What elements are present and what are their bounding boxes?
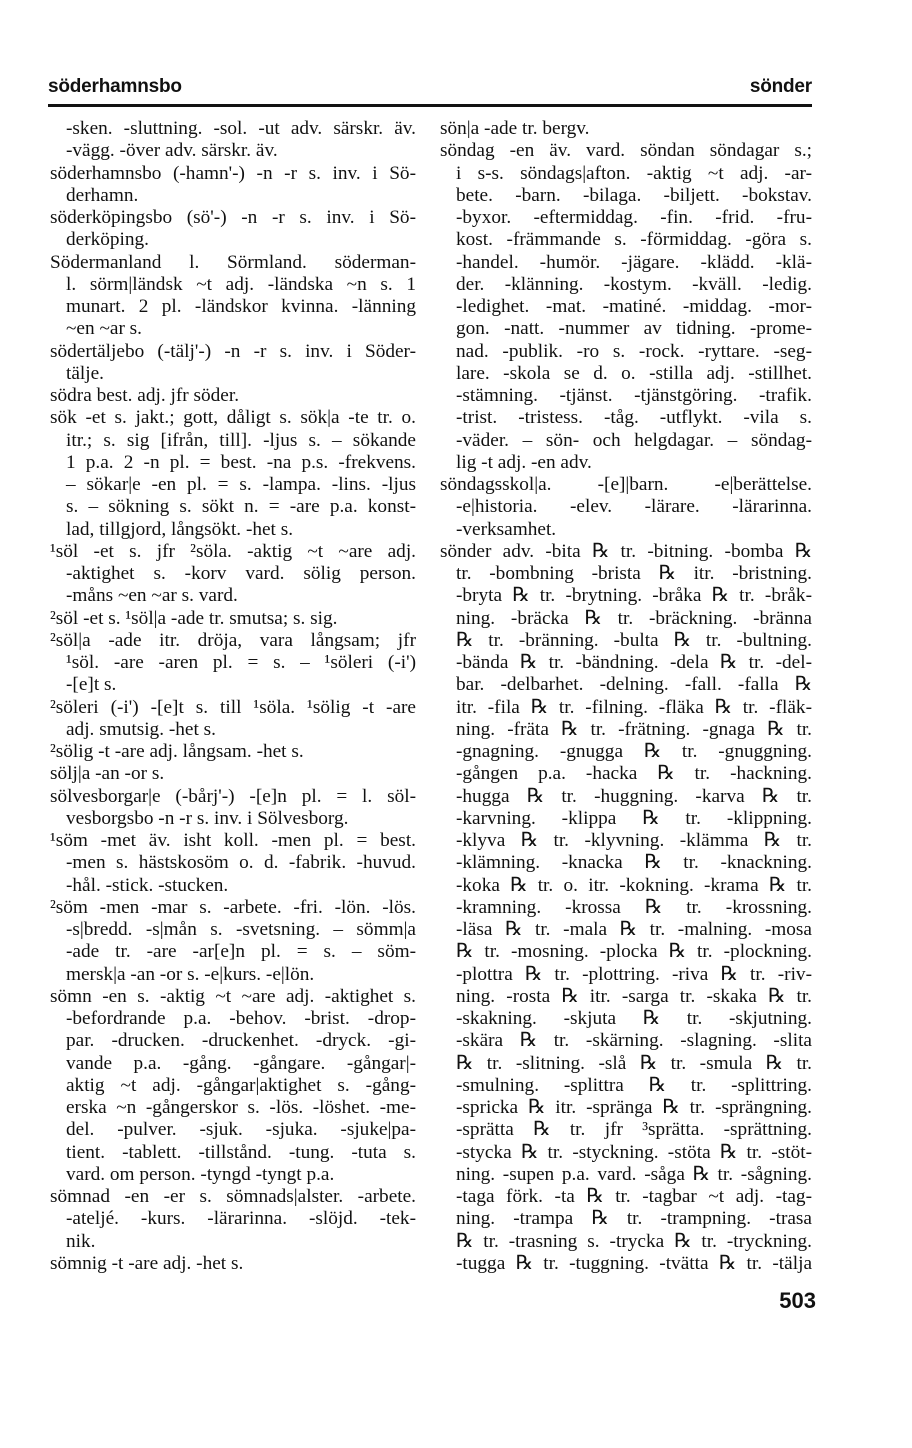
entry-line: -sprätta ℞ tr. jfr ³sprätta. -sprättning. — [456, 1119, 812, 1141]
entry-line: -men s. hästskosöm o. d. -fabrik. -huvud. — [66, 852, 416, 874]
entry-line: tälje. — [66, 362, 105, 384]
left-column — [50, 118, 416, 1275]
entry-line: ~en ~ar s. — [66, 318, 143, 340]
entry-line: -läsa ℞ tr. -mala ℞ tr. -malning. -mosa — [456, 919, 812, 940]
entry-line: ²söleri (-i') -[e]t s. till ¹söla. ¹sölig -t -are — [50, 696, 416, 718]
entry-line: ning. -rosta ℞ itr. -sarga tr. -skaka ℞ tr. — [456, 985, 812, 1007]
running-head-right: sönder — [749, 76, 812, 97]
entry-line: södertäljebo (-tälj'-) -n -r s. inv. i Söder- — [50, 340, 416, 362]
entry-line: söndag -en äv. vard. söndan söndagar s.; — [440, 140, 812, 162]
page-number: 503 — [779, 1288, 816, 1313]
entry-line: der. -klänning. -kostym. -kväll. -ledig. — [456, 273, 812, 295]
entry-line: ¹söl -et s. jfr ²söla. -aktig ~t ~are adj. — [50, 540, 416, 562]
entry-line: -bända ℞ tr. -bändning. -dela ℞ tr. -del- — [456, 652, 812, 673]
entry-line: del. -pulver. -sjuk. -sjuka. -sjuke|pa- — [66, 1119, 416, 1141]
entry-line: tient. -tablett. -tillstånd. -tung. -tuta s. — [66, 1141, 416, 1163]
entry-line: kost. -främmande s. -förmiddag. -göra s. — [456, 229, 812, 251]
entry-line: ning. -supen p.a. vard. -såga ℞ tr. -sågning. — [456, 1163, 812, 1185]
entry-line: -koka ℞ tr. o. itr. -kokning. -krama ℞ tr. — [456, 874, 812, 896]
entry-line: ²söm -men -mar s. -arbete. -fri. -lön. -lös. — [50, 896, 416, 918]
entry-line: ning. -trampa ℞ tr. -trampning. -trasa — [456, 1208, 812, 1230]
entry-line: -ledighet. -mat. -matiné. -middag. -mor- — [456, 296, 812, 317]
entry-line: -gången p.a. -hacka ℞ tr. -hackning. — [456, 763, 812, 785]
entry-line: -ade tr. -are -ar[e]n pl. = s. – söm- — [66, 941, 416, 963]
entry-line: -taga förk. -ta ℞ tr. -tagbar ~t adj. -tag- — [456, 1186, 812, 1207]
entry-line: erska ~n -gångerskor s. -lös. -löshet. -me- — [66, 1097, 416, 1118]
entry-line: söderköpingsbo (sö'-) -n -r s. inv. i Sö- — [50, 207, 416, 228]
entry-line: par. -drucken. -druckenhet. -dryck. -gi- — [66, 1030, 416, 1052]
entry-line: ℞ tr. -mosning. -plocka ℞ tr. -plockning. — [456, 941, 812, 963]
entry-line: söndagsskol|a. -[e]|barn. -e|berättelse. — [440, 474, 812, 495]
entry-line: -[e]t s. — [66, 674, 117, 696]
entry-line: -väder. – sön- och helgdagar. – söndag- — [456, 429, 812, 451]
entry-line: bar. -delbarhet. -delning. -fall. -falla ℞ — [456, 674, 812, 696]
entry-line: munart. 2 pl. -ländskor kvinna. -länning — [66, 296, 416, 317]
entry-line: söderhamnsbo (-hamn'-) -n -r s. inv. i Sö- — [50, 162, 416, 184]
entry-line: ²söl|a -ade itr. dröja, vara långsam; jfr — [50, 629, 416, 651]
entry-line: -kramning. -krossa ℞ tr. -krossning. — [456, 896, 812, 918]
entry-line: ℞ tr. -trasning s. -trycka ℞ tr. -tryckning. — [456, 1230, 812, 1252]
entry-line: -sken. -sluttning. -sol. -ut adv. särskr. äv. — [66, 118, 416, 139]
entry-line: tr. -bombning -brista ℞ itr. -bristning. — [456, 563, 812, 584]
entry-line: -e|historia. -elev. -lärare. -lärarinna. — [456, 496, 812, 518]
entry-line: vesborgsbo -n -r s. inv. i Sölvesborg. — [66, 807, 349, 829]
entry-line: ¹söl. -are -aren pl. = s. – ¹söleri (-i') — [66, 652, 416, 673]
entry-line: -klämning. -knacka ℞ tr. -knackning. — [456, 852, 812, 874]
entry-line: sömnad -en -er s. sömnads|alster. -arbete. — [50, 1186, 416, 1207]
header-rule — [48, 104, 812, 107]
entry-line: ning. -bräcka ℞ tr. -bräckning. -bränna — [456, 607, 812, 629]
entry-line: itr.; s. sig [ifrån, till]. -ljus s. – sökande — [66, 429, 416, 451]
entry-line: ℞ tr. -slitning. -slå ℞ tr. -smula ℞ tr. — [456, 1052, 812, 1074]
entry-line: vande p.a. -gång. -gångare. -gångar|- — [66, 1052, 416, 1074]
entry-line: -skära ℞ tr. -skärning. -slagning. -slita — [456, 1030, 812, 1052]
entry-line: 1 p.a. 2 -n pl. = best. -na p.s. -frekvens. — [66, 451, 416, 473]
entry-line: s. – sökning s. sökt n. = -are p.a. konst- — [66, 496, 416, 518]
entry-line: sön|a -ade tr. bergv. — [440, 118, 590, 139]
entry-line: lad, tillgjord, långsökt. -het s. — [66, 518, 294, 540]
entry-line: -ateljé. -kurs. -lärarinna. -slöjd. -tek- — [66, 1208, 416, 1230]
entry-line: sönder adv. -bita ℞ tr. -bitning. -bomba ℞ — [440, 540, 812, 562]
entry-line: Södermanland l. Sörmland. söderman- — [50, 251, 416, 273]
entry-line: derhamn. — [66, 184, 139, 206]
entry-line: -vägg. -över adv. särskr. äv. — [66, 140, 278, 162]
entry-line: -byxor. -eftermiddag. -fin. -frid. -fru- — [456, 207, 812, 228]
entry-line: gon. -natt. -nummer av tidning. -prome- — [456, 318, 812, 340]
entry-line: ²söl -et s. ¹söl|a -ade tr. smutsa; s. sig. — [50, 607, 338, 629]
entry-line: sölj|a -an -or s. — [50, 763, 165, 785]
running-head-left: söderhamnsbo — [48, 76, 182, 97]
entry-line: lare. -skola se d. o. -stilla adj. -stillhet. — [456, 362, 812, 384]
entry-line: -plottra ℞ tr. -plottring. -riva ℞ tr. -riv- — [456, 963, 812, 985]
right-column — [440, 118, 812, 1275]
entry-line: sömn -en s. -aktig ~t ~are adj. -aktighet s. — [50, 985, 416, 1007]
entry-line: ¹söm -met äv. isht koll. -men pl. = best. — [50, 830, 416, 851]
entry-line: sölvesborgar|e (-bårj'-) -[e]n pl. = l. söl- — [50, 785, 416, 807]
entry-line: -smulning. -splittra ℞ tr. -splittring. — [456, 1074, 812, 1096]
entry-line: derköping. — [66, 229, 149, 251]
entry-line: -klyva ℞ tr. -klyvning. -klämma ℞ tr. — [456, 830, 812, 851]
entry-line: l. sörm|ländsk ~t adj. -ländska ~n s. 1 — [66, 273, 416, 295]
entry-line: ²sölig -t -are adj. långsam. -het s. — [50, 741, 304, 762]
entry-line: nik. — [66, 1230, 96, 1252]
entry-line: bete. -barn. -bilaga. -biljett. -bokstav. — [456, 184, 812, 206]
entry-line: -handel. -humör. -jägare. -klädd. -klä- — [456, 251, 812, 273]
entry-line: -måns ~en ~ar s. vard. — [66, 585, 238, 607]
entry-line: -hål. -stick. -stucken. — [66, 874, 229, 896]
entry-line: ning. -fräta ℞ tr. -frätning. -gnaga ℞ tr. — [456, 718, 812, 740]
entry-line: mersk|a -an -or s. -e|kurs. -e|lön. — [66, 963, 315, 985]
entry-line: nad. -publik. -ro s. -rock. -ryttare. -seg- — [456, 340, 812, 362]
entry-line: vard. om person. -tyngd -tyngt p.a. — [66, 1163, 335, 1185]
entry-line: lig -t adj. -en adv. — [456, 451, 592, 473]
entry-line: sömnig -t -are adj. -het s. — [50, 1252, 244, 1274]
entry-line: -stycka ℞ tr. -styckning. -stöta ℞ tr. -stöt- — [456, 1141, 812, 1163]
entry-line: -aktighet s. -korv vard. sölig person. — [66, 563, 416, 584]
entry-line: sök -et s. jakt.; gott, dåligt s. sök|a -te tr. o. — [50, 407, 416, 429]
entry-line: itr. -fila ℞ tr. -filning. -fläka ℞ tr. -fläk- — [456, 696, 812, 718]
entry-line: -befordrande p.a. -behov. -brist. -drop- — [66, 1008, 416, 1029]
entry-line: -trist. -tristess. -tåg. -utflykt. -vila s. — [456, 407, 812, 429]
entry-line: -karvning. -klippa ℞ tr. -klippning. — [456, 807, 812, 829]
entry-line: -stämning. -tjänst. -tjänstgöring. -trafik. — [456, 385, 812, 406]
entry-line: – sökar|e -en pl. = s. -lampa. -lins. -ljus — [66, 474, 416, 495]
entry-line: -tugga ℞ tr. -tuggning. -tvätta ℞ tr. -tälja — [456, 1252, 812, 1274]
entry-line: -bryta ℞ tr. -brytning. -bråka ℞ tr. -bråk- — [456, 585, 812, 607]
entry-line: -spricka ℞ itr. -spränga ℞ tr. -sprängning. — [456, 1097, 812, 1118]
entry-line: -verksamhet. — [456, 518, 557, 540]
entry-line: aktig ~t adj. -gångar|aktighet s. -gång- — [66, 1074, 416, 1096]
entry-line: adj. smutsig. -het s. — [66, 718, 216, 740]
entry-line: -s|bredd. -s|mån s. -svetsning. – sömm|a — [66, 919, 416, 940]
entry-line: -hugga ℞ tr. -huggning. -karva ℞ tr. — [456, 785, 812, 807]
entry-line: i s-s. söndags|afton. -aktig ~t adj. -ar- — [456, 162, 812, 184]
entry-line: södra best. adj. jfr söder. — [50, 385, 240, 406]
entry-line: -skakning. -skjuta ℞ tr. -skjutning. — [456, 1008, 812, 1029]
entry-line: -gnagning. -gnugga ℞ tr. -gnuggning. — [456, 741, 812, 762]
entry-line: ℞ tr. -bränning. -bulta ℞ tr. -bultning. — [456, 629, 812, 651]
